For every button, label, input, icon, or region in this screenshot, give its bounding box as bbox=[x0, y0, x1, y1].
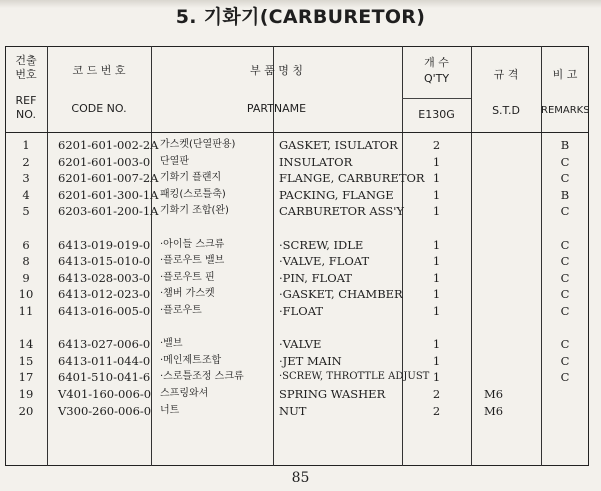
part-eng-cell: PACKING, FLANGE bbox=[279, 187, 394, 202]
header-qty-kor: 개 수 bbox=[424, 56, 449, 69]
header-std-eng: S.T.D bbox=[492, 104, 520, 117]
remarks-cell: C bbox=[560, 270, 570, 285]
part-eng-cell: INSULATOR bbox=[279, 154, 353, 169]
code-cell: 6413-012-023-0 bbox=[58, 287, 151, 302]
part-kor-cell: ·플로우트 핀 bbox=[160, 271, 215, 283]
ref-cell: 10 bbox=[18, 287, 34, 302]
code-cell: 6413-027-006-0 bbox=[58, 337, 151, 352]
remarks-cell: C bbox=[560, 304, 570, 318]
part-kor-cell: ·메인제트조합 bbox=[160, 354, 222, 366]
part-kor-cell: 스프링와셔 bbox=[160, 388, 209, 399]
header-divider bbox=[5, 132, 589, 133]
part-eng-cell: ·VALVE bbox=[279, 337, 322, 352]
part-kor-cell: ·챔버 가스켓 bbox=[160, 288, 215, 300]
qty-cell: 2 bbox=[432, 138, 441, 152]
part-kor-cell: 가스켓(단열판용) bbox=[160, 139, 236, 150]
code-cell: 6203-601-200-1A bbox=[58, 204, 159, 219]
remarks-cell: C bbox=[560, 353, 570, 368]
remarks-cell: C bbox=[560, 204, 570, 219]
part-eng-cell: ·GASKET, CHAMBER bbox=[279, 287, 403, 302]
ref-cell: 15 bbox=[18, 353, 34, 368]
part-eng-cell: SPRING WASHER bbox=[279, 387, 386, 401]
ref-cell: 6 bbox=[22, 237, 30, 252]
part-eng-cell: ·VALVE, FLOAT bbox=[279, 254, 370, 269]
header-code-kor: 코 드 번 호 bbox=[72, 64, 126, 77]
header-ref-eng: REF NO. bbox=[15, 94, 37, 121]
part-kor-cell: 기화기 플랜지 bbox=[160, 172, 222, 184]
ref-cell: 17 bbox=[18, 370, 34, 385]
qty-cell: 1 bbox=[432, 353, 441, 368]
ref-cell: 19 bbox=[18, 387, 34, 401]
remarks-cell: C bbox=[560, 254, 570, 269]
part-kor-cell: ·스로틀조정 스크류 bbox=[160, 371, 244, 383]
part-eng-cell: NUT bbox=[279, 403, 307, 418]
std-cell: M6 bbox=[484, 403, 504, 418]
qty-cell: 1 bbox=[432, 237, 441, 252]
part-kor-cell: 기화기 조합(완) bbox=[160, 205, 229, 217]
header-std-kor: 규 격 bbox=[493, 68, 519, 81]
part-eng-cell: ·JET MAIN bbox=[279, 353, 342, 368]
ref-cell: 20 bbox=[18, 403, 34, 418]
remarks-cell: B bbox=[560, 187, 570, 202]
ref-cell: 14 bbox=[18, 337, 34, 352]
remarks-cell: C bbox=[560, 154, 570, 169]
std-cell: M6 bbox=[484, 387, 504, 401]
qty-cell: 2 bbox=[432, 387, 441, 401]
code-cell: 6201-601-300-1A bbox=[58, 187, 159, 202]
part-kor-cell: ·플로우트 bbox=[160, 305, 202, 316]
remarks-cell: C bbox=[560, 337, 570, 352]
code-cell: 6413-019-019-0 bbox=[58, 237, 151, 252]
qty-cell: 1 bbox=[432, 204, 441, 219]
ref-cell: 11 bbox=[18, 304, 34, 318]
page-title: 5. 기화기(CARBURETOR) bbox=[175, 6, 426, 28]
header-part-kor: 부 품 명 칭 bbox=[250, 64, 303, 77]
qty-subdivider bbox=[402, 98, 471, 99]
qty-cell: 1 bbox=[432, 154, 441, 169]
header-rem-eng: REMARKS bbox=[541, 105, 590, 116]
code-cell: 6413-011-044-0 bbox=[58, 353, 151, 368]
remarks-cell: C bbox=[560, 287, 570, 302]
part-eng-cell: ·FLOAT bbox=[279, 304, 324, 318]
code-cell: 6401-510-041-6 bbox=[58, 370, 151, 385]
part-kor-cell: 단열판 bbox=[160, 155, 189, 167]
part-kor-cell: ·밸브 bbox=[160, 338, 183, 350]
header-part-eng: PARTNAME bbox=[246, 102, 307, 115]
part-kor-cell: 너트 bbox=[160, 404, 180, 416]
header-qty-model: E130G bbox=[418, 108, 455, 121]
qty-cell: 2 bbox=[432, 403, 441, 418]
part-eng-cell: CARBURETOR ASS'Y bbox=[279, 204, 404, 219]
qty-cell: 1 bbox=[432, 270, 441, 285]
page-number: 85 bbox=[291, 470, 310, 486]
ref-cell: 8 bbox=[22, 254, 30, 269]
header-code-eng: CODE NO. bbox=[71, 102, 127, 115]
remarks-cell: B bbox=[560, 138, 570, 152]
ref-cell: 4 bbox=[22, 187, 30, 202]
remarks-cell: C bbox=[560, 171, 570, 186]
code-cell: 6201-601-007-2A bbox=[58, 171, 159, 186]
code-cell: V300-260-006-0 bbox=[58, 403, 152, 418]
part-eng-cell: ·SCREW, IDLE bbox=[279, 237, 364, 252]
qty-cell: 1 bbox=[432, 304, 441, 318]
ref-cell: 1 bbox=[22, 138, 30, 152]
part-eng-cell: ·SCREW, THROTTLE ADJUST bbox=[279, 371, 430, 383]
code-cell: 6201-601-002-2A bbox=[58, 138, 159, 152]
code-cell: V401-160-006-0 bbox=[58, 387, 152, 401]
qty-cell: 1 bbox=[432, 171, 441, 186]
qty-cell: 1 bbox=[432, 254, 441, 269]
qty-cell: 1 bbox=[432, 370, 441, 385]
code-cell: 6201-601-003-0 bbox=[58, 154, 151, 169]
remarks-cell: C bbox=[560, 237, 570, 252]
ref-cell: 3 bbox=[22, 171, 30, 186]
ref-cell: 5 bbox=[22, 204, 30, 219]
part-kor-cell: ·아이들 스크류 bbox=[160, 238, 225, 250]
part-kor-cell: ·플로우트 밸브 bbox=[160, 255, 225, 267]
qty-cell: 1 bbox=[432, 337, 441, 352]
code-cell: 6413-015-010-0 bbox=[58, 254, 151, 269]
part-eng-cell: GASKET, ISULATOR bbox=[279, 138, 398, 152]
qty-cell: 1 bbox=[432, 187, 441, 202]
header-qty-eng: Q'TY bbox=[423, 72, 450, 85]
qty-cell: 1 bbox=[432, 287, 441, 302]
part-eng-cell: FLANGE, CARBURETOR bbox=[279, 171, 425, 186]
header-rem-kor: 비 고 bbox=[552, 68, 578, 81]
header-ref-kor: 건출 번호 bbox=[15, 54, 37, 81]
remarks-cell: C bbox=[560, 370, 570, 385]
code-cell: 6413-016-005-0 bbox=[58, 304, 151, 318]
part-kor-cell: 패킹(스로틀축) bbox=[160, 188, 226, 200]
code-cell: 6413-028-003-0 bbox=[58, 270, 151, 285]
part-eng-cell: ·PIN, FLOAT bbox=[279, 270, 352, 285]
ref-cell: 9 bbox=[22, 270, 30, 285]
ref-cell: 2 bbox=[22, 154, 30, 169]
